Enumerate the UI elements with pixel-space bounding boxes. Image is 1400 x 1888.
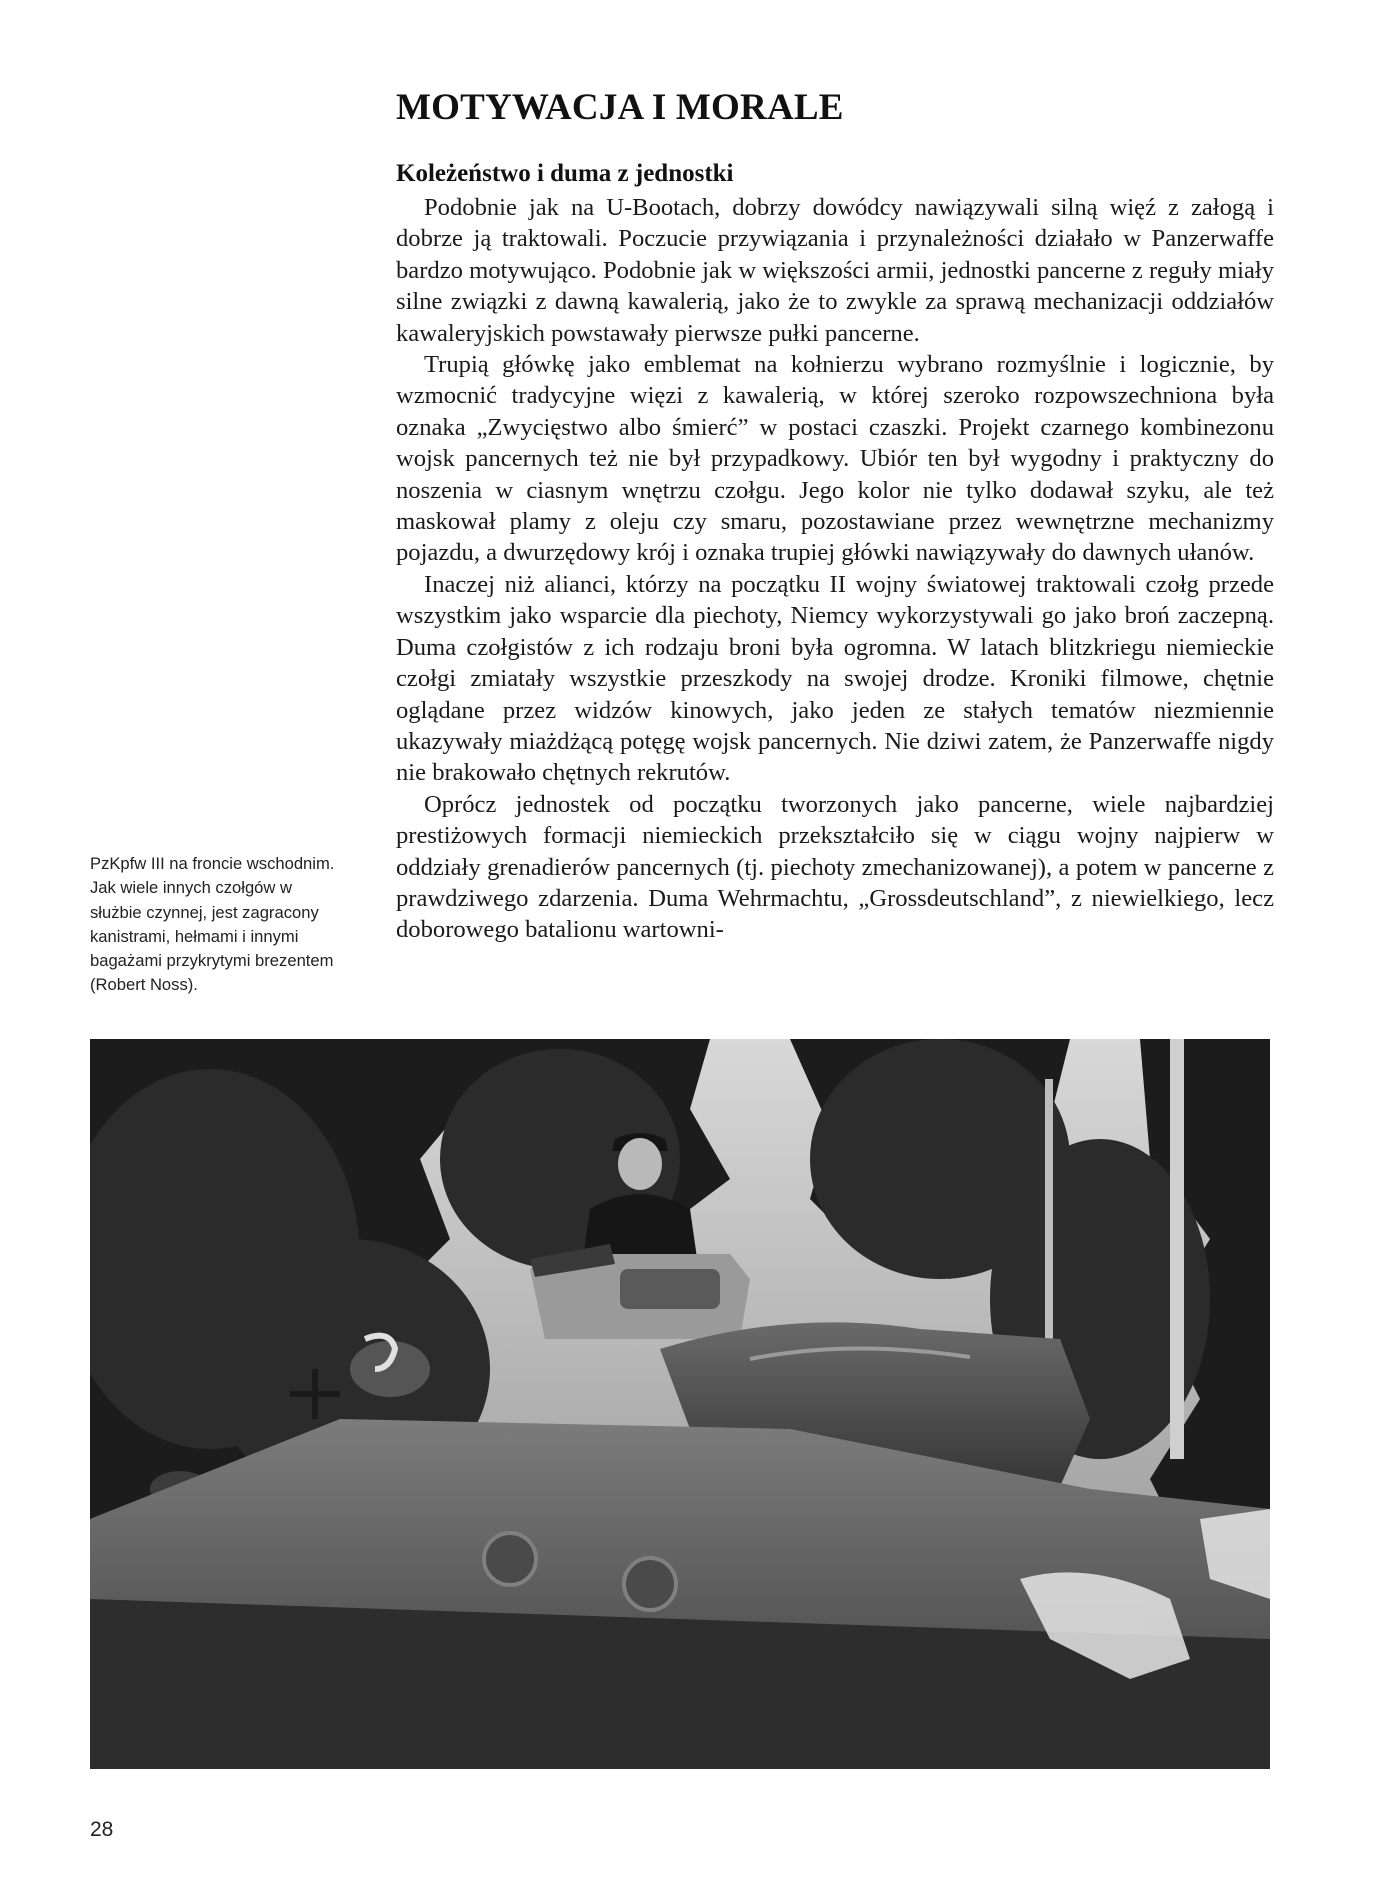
paragraph-4: Oprócz jednostek od początku tworzonych jako pancerne, wiele najbardziej prestiżowych formacji niemieckich przekształciło się w ciągu wojny najpierw w oddziały grenadierów pancernych (tj. piechoty zmechanizowanej), a potem w pancerne z prawdziwego zdarzenia. Duma Wehrmachtu, „Grossdeutschland”, z niewielkiego, lecz doborowego batalionu wartowni-	[396, 790, 1274, 944]
page-title: MOTYWACJA I MORALE	[396, 87, 844, 128]
tank-photo	[90, 1039, 1270, 1769]
paragraph-3: Inaczej niż alianci, którzy na początku II wojny światowej traktowali czołg przede wszystkim jako wsparcie dla piechoty, Niemcy wykorzystywali go jako broń zaczepną. Duma czołgistów z ich rodzaju broni była ogromna. W latach blitzkriegu niemieckie czołgi zmiatały wszystkie przeszkody na swojej drodze. Kroniki filmowe, chętnie oglądane przez widzów kinowych, jako jeden ze stałych tematów niezmiennie ukazywały miażdżącą potęgę wojsk pancernych. Nie dziwi zatem, że Panzerwaffe nigdy nie brakowało chętnych rekrutów.	[396, 570, 1274, 787]
body-text	[396, 192, 1274, 946]
section-heading: Koleżeństwo i duma z jednostki	[396, 160, 734, 187]
photo-caption: PzKpfw III na froncie wschodnim. Jak wiele innych czołgów w służbie czynnej, jest zagracony kanistrami, hełmami i innymi bagażami przykrytymi brezentem (Robert Noss).	[90, 854, 335, 995]
paragraph-1: Podobnie jak na U-Bootach, dobrzy dowódcy nawiązywali silną więź z załogą i dobrze ją traktowali. Poczucie przywiązania i przynależności działało w Panzerwaffe bardzo motywująco. Podobnie jak w większości armii, jednostki pancerne z reguły miały silne związki z dawną kawalerią, jako że to zwykle za sprawą mechanizacji oddziałów kawaleryjskich powstawały pierwsze pułki pancerne.	[396, 194, 1274, 347]
page-number: 28	[90, 1818, 114, 1841]
paragraph-2: Trupią główkę jako emblemat na kołnierzu wybrano rozmyślnie i logicznie, by wzmocnić tradycyjne więzi z kawalerią, w której szeroko rozpowszechniona była oznaka „Zwycięstwo albo śmierć” w postaci czaszki. Projekt czarnego kombinezonu wojsk pancernych też nie był przypadkowy. Ubiór ten był wygodny i praktyczny do noszenia w ciasnym wnętrzu czołgu. Jego kolor nie tylko dodawał szyku, ale też maskował plamy z oleju czy smaru, pozostawiane przez wewnętrzne mechanizmy pojazdu, a dwurzędowy krój i oznaka trupiej główki nawiązywały do dawnych ułanów.	[396, 351, 1274, 567]
